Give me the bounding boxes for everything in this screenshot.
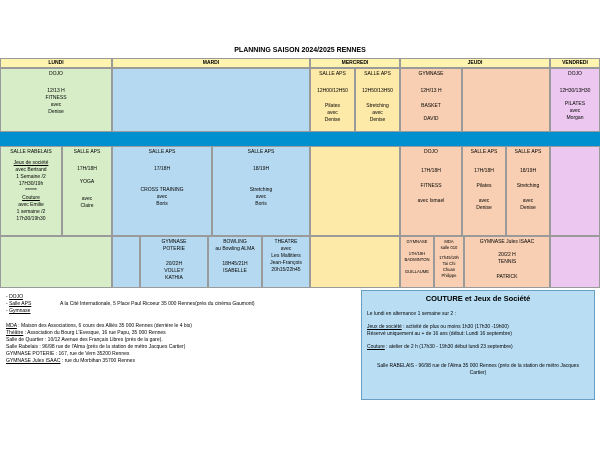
- info-couture-text: : atelier de 2 h (17h30 - 19h30 début lundi 23 septembre): [384, 344, 513, 351]
- coach: Chuan Philippe: [441, 267, 457, 278]
- coach: Boris: [255, 201, 267, 207]
- with: avec: [280, 246, 292, 252]
- legend-theatre-text: : Association du Bourg L'Evesque, 16 rue Papu, 35 000 Rennes: [23, 330, 166, 336]
- time: 12H50/13H50: [362, 88, 393, 94]
- row1-lundi: [0, 68, 112, 132]
- legend-gymnase-isaac: [6, 358, 135, 365]
- row3-mercredi-empty: [310, 236, 400, 288]
- line4: Jean-François: [270, 260, 302, 266]
- line4: 17H30/19h: [18, 181, 44, 187]
- place: DOJO: [49, 71, 63, 77]
- time: 17H/18H: [474, 168, 494, 174]
- place: SALLE APS: [319, 71, 346, 77]
- place2: POTERIE: [163, 246, 185, 252]
- row2-mardi-stretching: [212, 146, 310, 236]
- coach: Denise: [324, 117, 341, 123]
- legend-gymnase: - Gymnase: [6, 308, 31, 314]
- place: SALLE APS: [470, 149, 498, 155]
- row3-mardi-volley: [140, 236, 208, 288]
- with: avec: [327, 110, 338, 116]
- coach: GUILLAUME: [404, 269, 430, 274]
- coach: KATHIA: [165, 275, 183, 281]
- separator-band: [0, 132, 600, 146]
- line5: ******: [25, 188, 37, 194]
- row2-mercredi-empty: [310, 146, 400, 236]
- time: 12H/13 H: [420, 88, 442, 94]
- info-address: Salle RABELAIS - 96/98 rue de l'Alma 35 000 Rennes (près de la station de métro Jacques Cartier): [377, 362, 579, 376]
- legend-theatre-label: Théâtre: [6, 330, 24, 336]
- row2-jeudi-stretching: [506, 146, 550, 236]
- activity: Stretching: [516, 183, 540, 189]
- legend-mda-text: : Maison des Associations, 6 cours des Alliés 35 000 Rennes (derrière le 4 bis): [16, 323, 192, 329]
- time: 12/13 H: [47, 88, 65, 94]
- legend-mda: [6, 323, 192, 330]
- row2-jeudi-pilates: [462, 146, 506, 236]
- legend-gymnase-label: Gymnase: [9, 308, 31, 314]
- place2: salle 010: [440, 245, 458, 250]
- legend-salle-aps-label: Salle APS: [9, 301, 32, 307]
- time: 18/19H: [252, 166, 270, 172]
- place: SALLE RABELAIS: [10, 149, 52, 155]
- row3-jeudi-badminton: [400, 236, 434, 288]
- time: 20h15/22h45: [271, 267, 301, 273]
- day-header-lundi: LUNDI: [0, 58, 112, 68]
- row3-vendredi-empty: [550, 236, 600, 288]
- time: 17H/18H: [421, 168, 441, 174]
- with: avec: [478, 198, 490, 204]
- activity: Stretching: [366, 103, 389, 109]
- legend-gymnase-poterie: GYMNASE POTERIE : 167, rue de Vern 35200 Rennes: [6, 351, 130, 357]
- with: avec: [255, 194, 267, 200]
- activity: FITNESS: [45, 95, 67, 101]
- row1-jeudi-gymnase: [400, 68, 462, 132]
- legend-dojo: - DOJO: [6, 294, 23, 300]
- time: 12H00/12H50: [317, 88, 348, 94]
- coach: Denise: [476, 205, 492, 211]
- coach: Denise: [48, 109, 64, 115]
- place: BOWLING: [223, 239, 247, 245]
- day-header-mercredi: MERCREDI: [310, 58, 400, 68]
- legend-gymnase-isaac-label: GYMNASE Jules ISAAC: [6, 358, 61, 364]
- row3-jeudi-tennis: [464, 236, 550, 288]
- place: THEATRE: [274, 239, 298, 245]
- time: 20/22 H: [498, 252, 516, 258]
- day-header-jeudi: JEUDI: [400, 58, 550, 68]
- time: 18/19H: [519, 168, 537, 174]
- place: SALLE APS: [73, 149, 101, 155]
- legend-gymnase-isaac-text: : rue du Morbihan 35700 Rennes: [60, 358, 135, 364]
- activity: TENNIS: [497, 259, 517, 265]
- legend-address-cite: A la Cité Internationale, 5 Place Paul Ricoeur 35 000 Rennes(près du cinéma Gaumont): [60, 301, 255, 307]
- row3-jeudi-taichi: [434, 236, 464, 288]
- legend-salle-rabelais: Salle Rabelais : 96/98 rue de l'Alma (près de la station de métro Jacques Cartier): [6, 344, 186, 350]
- with: avec: [569, 108, 581, 114]
- row3-lundi-empty: [0, 236, 112, 288]
- row1-jeudi-empty: [462, 68, 550, 132]
- row2-lundi-yoga: [62, 146, 112, 236]
- line3: Les Maltitiers: [271, 253, 301, 259]
- row1-mardi-empty: [112, 68, 310, 132]
- row2-vendredi-empty: [550, 146, 600, 236]
- time: 12H30/13H30: [559, 88, 591, 94]
- place: SALLE APS: [364, 71, 391, 77]
- place: GYMNASE: [406, 239, 428, 244]
- time: 18H45/21H: [222, 261, 248, 267]
- row1-mercredi-b: [355, 68, 400, 132]
- info-jeux-text: : activité de plus ou moins 1h30 (17h30 -19h00): [401, 324, 509, 331]
- place: SALLE APS: [514, 149, 542, 155]
- with: avec: [156, 194, 168, 200]
- line8: 1 semaine /2: [16, 209, 46, 215]
- coach: avec Ismael: [417, 198, 445, 204]
- line9: 17h30/19h30: [16, 216, 46, 222]
- with: avec: [372, 110, 383, 116]
- coach: Boris: [156, 201, 168, 207]
- line2: avec Bertrand: [15, 167, 47, 173]
- coach: Claire: [80, 203, 94, 209]
- row1-vendredi: [550, 68, 600, 132]
- info-box: [361, 290, 595, 400]
- page-title: PLANNING SAISON 2024/2025 RENNES: [234, 47, 366, 54]
- place: SALLE APS: [247, 149, 275, 155]
- legend-salle-quartier: Salle de Quartier : 10/12 Avenue des Français Libres (près de la gare).: [6, 337, 163, 343]
- place: GYMNASE: [418, 71, 444, 77]
- with: avec: [81, 196, 93, 202]
- time: 20/22H: [165, 261, 183, 267]
- place2: au Bowling ALMA: [215, 246, 255, 252]
- activity: YOGA: [79, 179, 95, 185]
- place: DOJO: [568, 71, 582, 77]
- activity: Pilates: [476, 183, 492, 189]
- activity: Pilates: [324, 103, 340, 109]
- day-header-vendredi: VENDREDI: [550, 58, 600, 68]
- coach: PATRICK: [496, 274, 518, 280]
- couture-label: Couture: [22, 195, 40, 201]
- with: avec: [522, 198, 534, 204]
- line7: avec Emilie: [18, 202, 44, 208]
- info-line1: Le lundi en alternance 1 semaine sur 2 :: [367, 310, 456, 317]
- row2-jeudi-dojo: [400, 146, 462, 236]
- jeux-label: Jeux de société: [13, 160, 49, 166]
- time: 17H/18H: [77, 166, 97, 172]
- place: GYMNASE: [161, 239, 187, 245]
- activity: BASKET: [421, 103, 441, 109]
- time: 17H/19H: [408, 251, 426, 256]
- legend-dojo-label: DOJO: [9, 294, 23, 300]
- activity: FITNESS: [420, 183, 442, 189]
- row2-lundi-rabelais: [0, 146, 62, 236]
- coach: DAVID: [423, 116, 439, 122]
- row1-mercredi-a: [310, 68, 355, 132]
- info-couture: [367, 344, 594, 351]
- info-heading: COUTURE et Jeux de Société: [425, 294, 531, 303]
- activity: Stretching: [249, 187, 273, 193]
- place: SALLE APS: [148, 149, 176, 155]
- activity: Tai Chi: [442, 261, 456, 266]
- coach: Denise: [520, 205, 536, 211]
- activity: PILATES: [564, 101, 586, 107]
- with: avec: [50, 102, 62, 108]
- coach: ISABELLE: [223, 268, 247, 274]
- coach: Morgan: [566, 115, 584, 121]
- activity: CROSS TRAINING: [140, 187, 184, 193]
- row3-mardi-theatre: [262, 236, 310, 288]
- info-jeux-line2: Réservé uniquement au + de 16 ans (début: Lundi 16 septembre): [367, 330, 512, 337]
- legend-theatre: [6, 330, 166, 337]
- info-jeux-label: Jeux de société: [367, 324, 402, 331]
- info-couture-label: Couture: [367, 344, 385, 351]
- coach: Denise: [369, 117, 386, 123]
- legend-mda-label: MDA: [6, 323, 17, 329]
- line3: 1 Semaine /2: [16, 174, 46, 180]
- row3-mardi-bowling: [208, 236, 262, 288]
- time: 17/18H: [153, 166, 171, 172]
- activity: BADMINTON: [404, 257, 430, 262]
- place: DOJO: [424, 149, 438, 155]
- info-jeux: [367, 324, 594, 331]
- place: GYMNASE Jules ISAAC: [479, 239, 535, 245]
- day-header-mardi: MARDI: [112, 58, 310, 68]
- activity: VOLLEY: [164, 268, 184, 274]
- legend-salle-aps: - Salle APS: [6, 301, 32, 307]
- time: 17h45/19h: [439, 255, 459, 260]
- row3-mardi-empty: [112, 236, 140, 288]
- row2-mardi-cross: [112, 146, 212, 236]
- place: MDA: [444, 239, 454, 244]
